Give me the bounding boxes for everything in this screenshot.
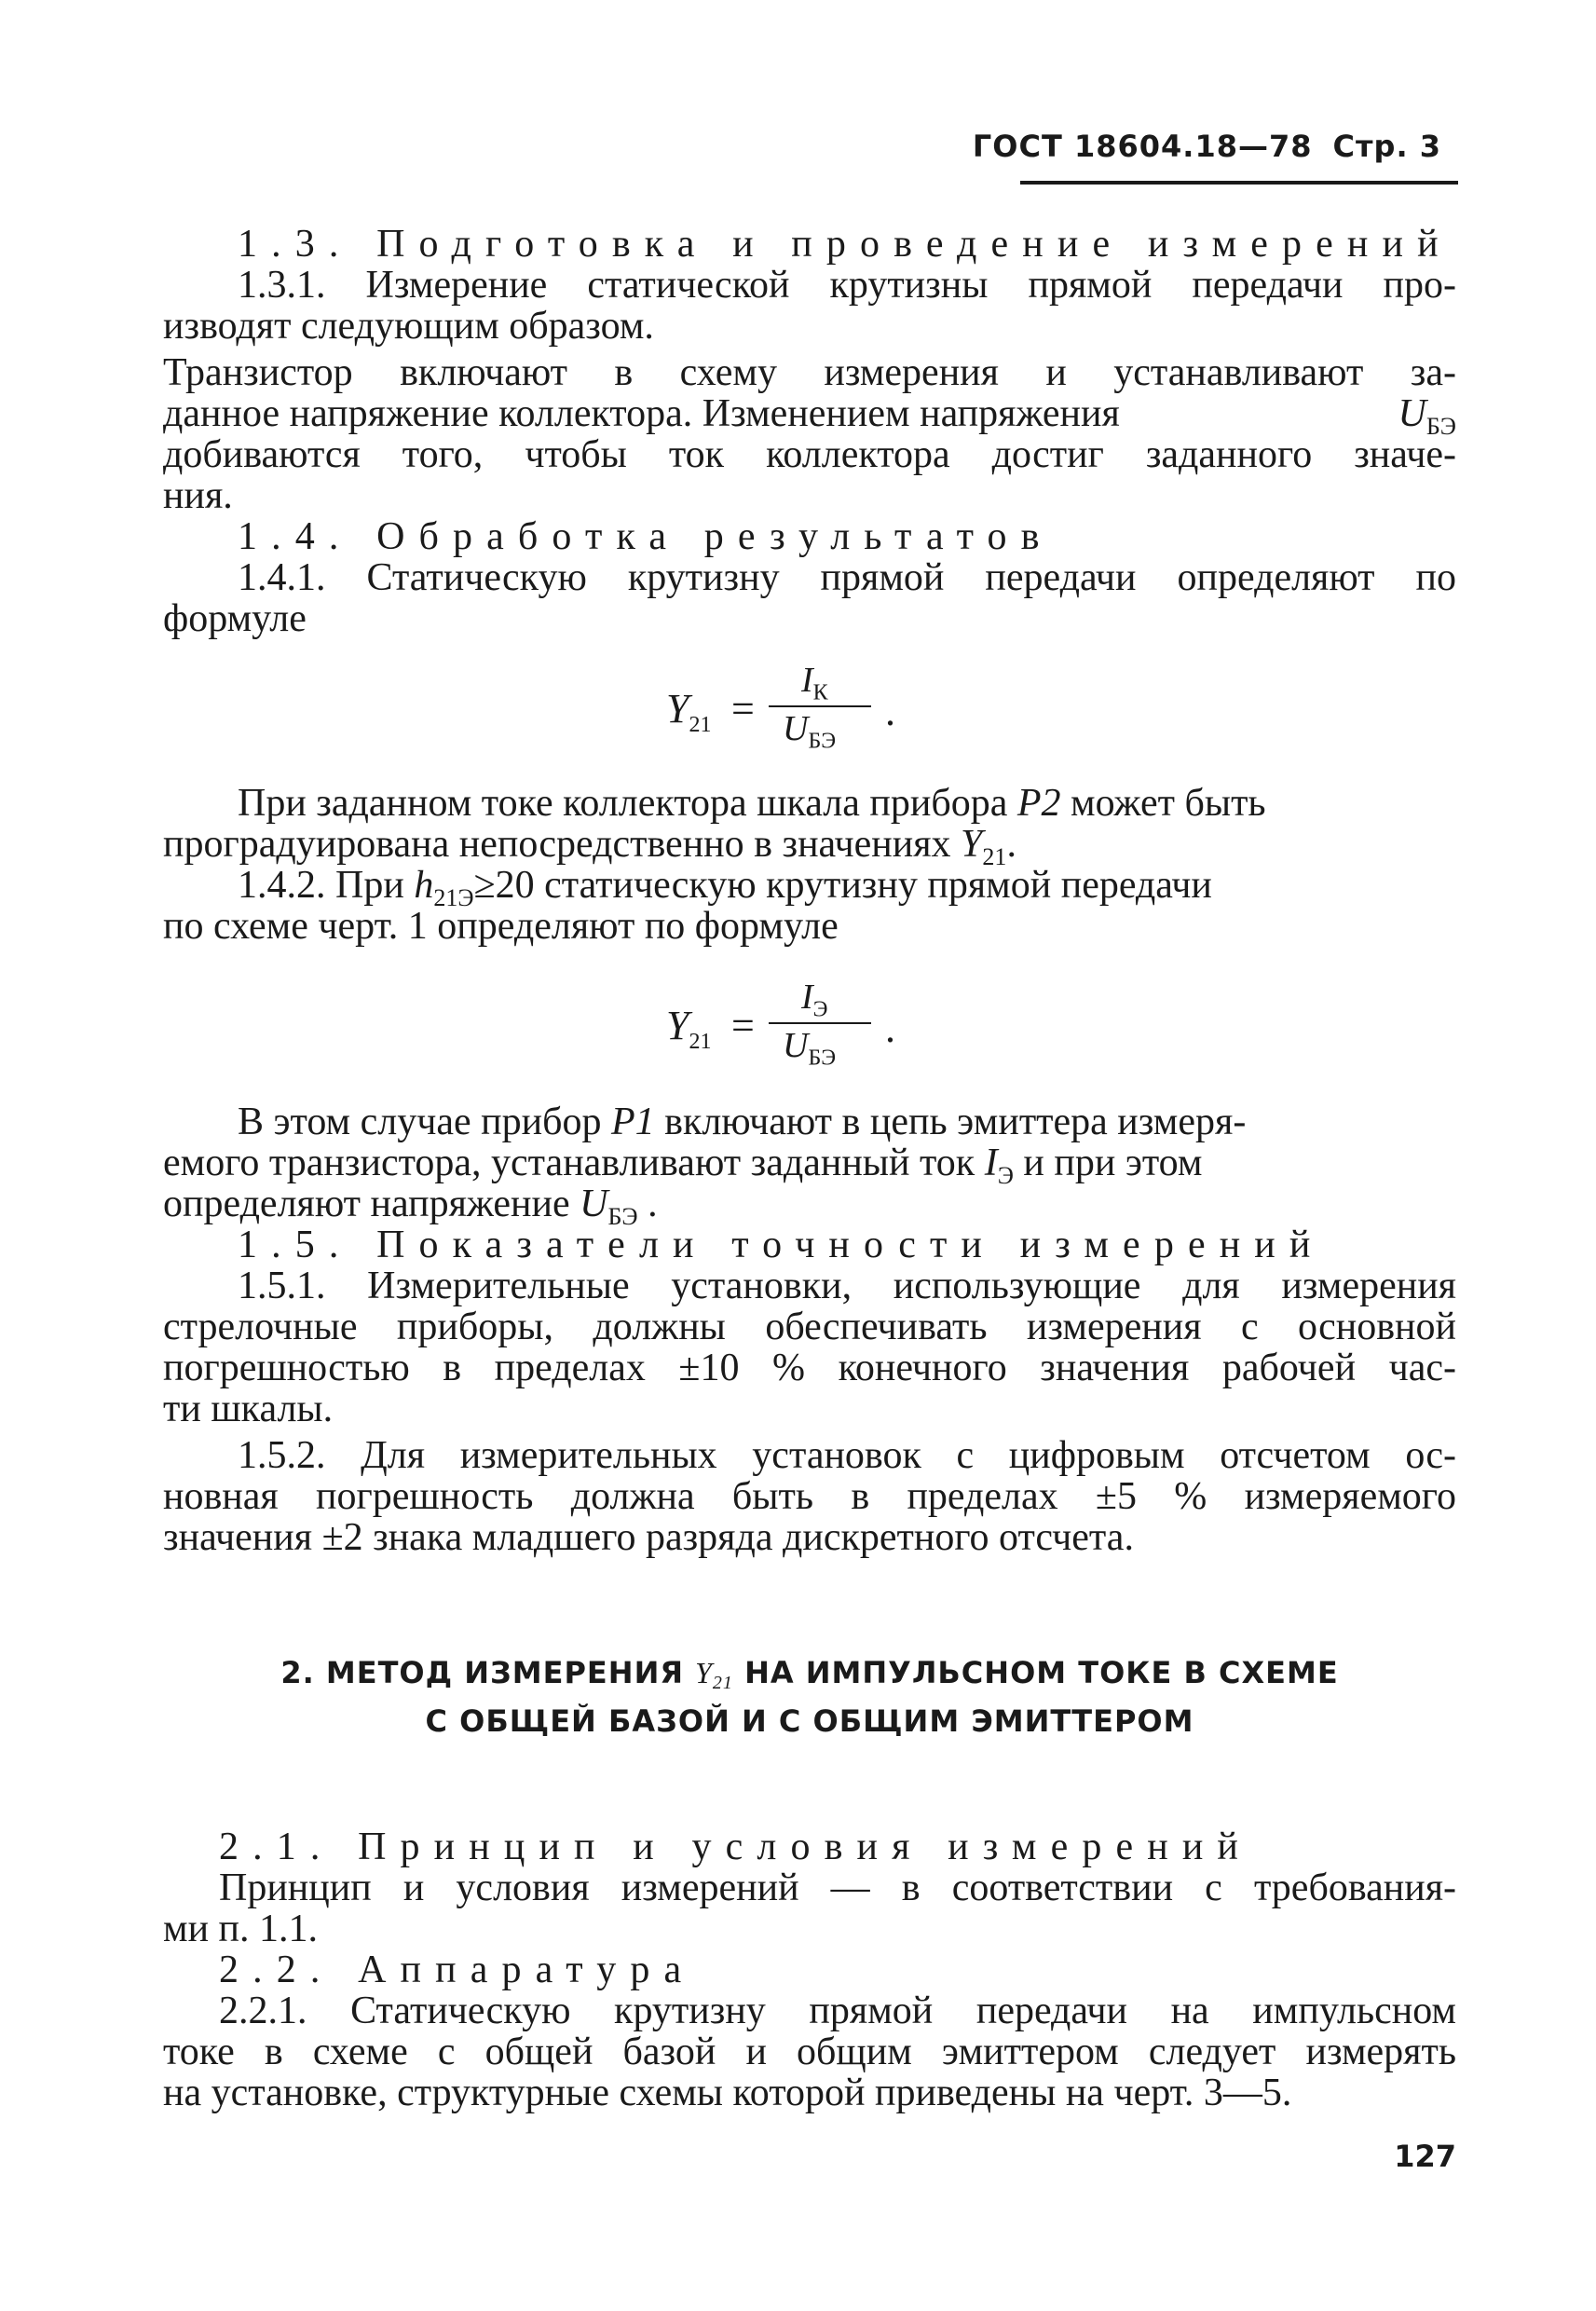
text-line: 1.5.2. Для измерительных установок с цифровым отсчетом ос- [238,1434,1456,1477]
text-line: 2.2.1. Статическую крутизну прямой передачи на импульсном [219,1990,1456,2032]
section-title-line-1: 2. МЕТОД ИЗМЕРЕНИЯ Y21 НА ИМПУЛЬСНОМ ТОКЕ В СХЕМЕ [280,1655,1339,1693]
fraction-bar [769,1022,871,1024]
text-line: добиваются того, чтобы ток коллектора достиг заданного значе- [163,433,1456,476]
text-line: проградуирована непосредственно в значениях $Y_{21}$. [163,823,1016,871]
text-line: данное напряжение коллектора. Изменением напряжения $U_{БЭ}$ [163,393,1456,434]
text-line: значения ±2 знака младшего разряда дискретного отсчета. [163,1516,1134,1559]
text-line: ми п. 1.1. [163,1908,319,1950]
text-line: 1.4.2. При $h_{21Э}\ge 20$ статическую крутизну прямой передачи [238,864,1212,912]
text-line: 1.4.1. Статическую крутизну прямой передачи определяют по [238,556,1456,599]
equals-sign: = [731,1003,755,1048]
standard-number: ГОСТ 18604.18—78 [972,129,1313,164]
formula-lhs: $Y_{21}$ [666,1003,712,1054]
text-line: изводят следующим образом. [163,305,654,348]
formula-denominator: $U_{БЭ}$ [783,709,837,754]
formula-numerator: $I_К$ [801,661,828,705]
text-line: стрелочные приборы, должны обеспечивать измерения с основной [163,1306,1456,1348]
section-title-line-2: С ОБЩЕЙ БАЗОЙ И С ОБЩИМ ЭМИТТЕРОМ [425,1703,1194,1739]
text-line: ния. [163,474,233,517]
text-line: определяют напряжение $U_{БЭ}$ . [163,1183,658,1231]
fraction-bar [769,705,871,707]
header-text [973,129,1441,164]
heading-1-4: 1.4. Обработка результатов [238,515,1054,558]
page-label: Стр. 3 [1332,129,1441,164]
text-line: 1.3.1. Измерение статической крутизны прямой передачи про- [238,264,1456,307]
text-line: токе в схеме с общей базой и общим эмиттером следует измерять [163,2031,1456,2073]
heading-2-2: 2.2. Аппаратура [219,1949,696,1991]
heading-1-3: 1.3. Подготовка и проведение измерений [238,223,1453,266]
text-line: Принцип и условия измерений — в соответствии с требования- [219,1867,1456,1909]
formula-numerator: $I_Э$ [801,978,828,1022]
text-line: В этом случае прибор P1 включают в цепь эмиттера измеря- [238,1101,1247,1143]
formula-denominator: $U_{БЭ}$ [783,1026,837,1071]
text-line: Транзистор включают в схему измерения и устанавливают за- [163,351,1456,394]
text-line: погрешностью в пределах ±10 % конечного значения рабочей час- [163,1347,1456,1389]
symbol-u-be: $U_{БЭ}$ [1398,392,1456,441]
heading-2-1: 2.1. Принцип и условия измерений [219,1826,1253,1868]
text-line: по схеме черт. 1 определяют по формуле [163,905,839,948]
text-line: емого транзистора, устанавливают заданный ток $I_Э$ и при этом [163,1142,1203,1190]
text-line: 1.5.1. Измерительные установки, использующие для измерения [238,1265,1456,1307]
heading-1-5: 1.5. Показатели точности измерений [238,1224,1325,1266]
formula-lhs: $Y_{21}$ [666,686,712,737]
text-line: новная погрешность должна быть в пределах ±5 % измеряемого [163,1475,1456,1518]
text-line: ти шкалы. [163,1388,334,1430]
text-line: на установке, структурные схемы которой приведены на черт. 3—5. [163,2072,1292,2114]
text-line: При заданном токе коллектора шкала прибора P2 может быть [238,782,1266,825]
header-rule [1020,181,1458,185]
equals-sign: = [731,686,755,732]
page-number: 127 [1394,2139,1456,2174]
text-line: формуле [163,597,307,640]
running-header [972,129,1458,185]
